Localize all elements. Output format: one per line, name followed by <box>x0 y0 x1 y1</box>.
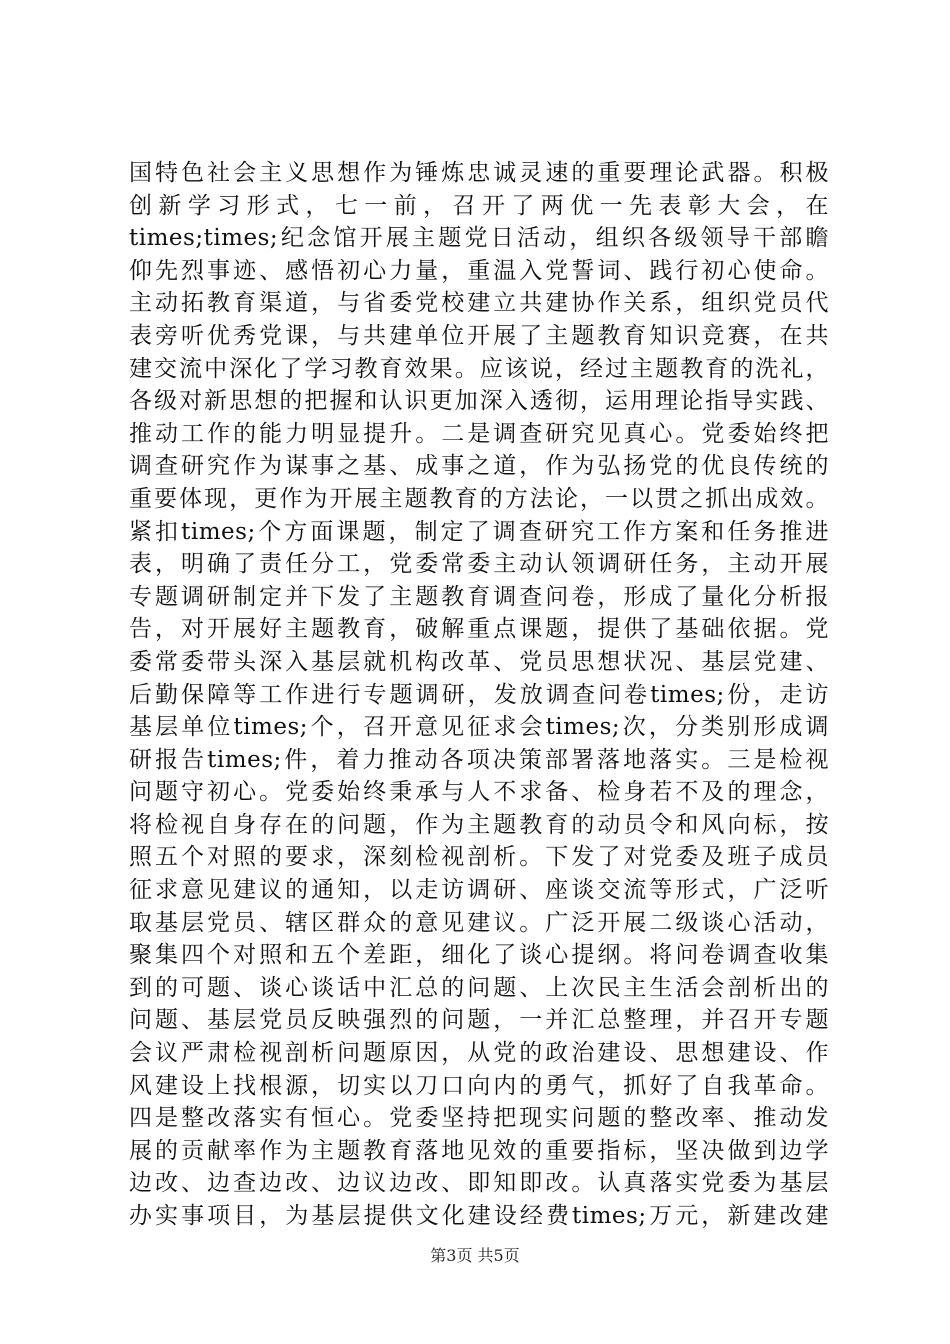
text-line: 到的可题、谈心谈话中汇总的问题、上次民主生活会剖析出的 <box>129 974 829 1001</box>
page-footer: 第3页 共5页 <box>430 1246 520 1265</box>
text-line: 建交流中深化了学习教育效果。应该说，经过主题教育的洗礼， <box>129 355 829 382</box>
text-line: 办实事项目，为基层提供文化建设经费times;万元，新建改建 <box>129 1203 829 1229</box>
text-line: 征求意见建议的通知，以走访调研、座谈交流等形式，广泛听 <box>129 877 829 904</box>
text-line: 表旁听优秀党课，与共建单位开展了主题教育知识竞赛，在共 <box>129 322 829 349</box>
text-line: 聚集四个对照和五个差距，细化了谈心提纲。将问卷调查收集 <box>129 942 829 969</box>
text-line: 边改、边查边改、边议边改、即知即改。认真落实党委为基层 <box>129 1170 829 1197</box>
text-line: 主动拓教育渠道，与省委党校建立共建协作关系，组织党员代 <box>129 290 829 317</box>
text-line: times;times;纪念馆开展主题党日活动，组织各级领导干部瞻 <box>129 225 829 252</box>
text-line: 照五个对照的要求，深刻检视剖析。下发了对党委及班子成员 <box>129 844 829 871</box>
text-line: 后勤保障等工作进行专题调研，发放调查问卷times;份，走访 <box>129 681 829 708</box>
text-line: 问题、基层党员反映强烈的问题，一并汇总整理，并召开专题 <box>129 1007 829 1034</box>
text-line: 重要体现，更作为开展主题教育的方法论，一以贯之抓出成效。 <box>129 485 829 512</box>
text-line: 推动工作的能力明显提升。二是调查研究见真心。党委始终把 <box>129 420 829 447</box>
text-line: 会议严肃检视剖析问题原因，从党的政治建设、思想建设、作 <box>129 1040 829 1067</box>
text-line: 表，明确了责任分工，党委常委主动认领调研任务，主动开展 <box>129 551 829 578</box>
text-line: 专题调研制定并下发了主题教育调查问卷，形成了量化分析报 <box>129 583 829 610</box>
text-line: 创新学习形式，七一前，召开了两优一先表彰大会，在 <box>129 192 829 219</box>
body-text <box>129 157 829 1233</box>
text-line: 展的贡献率作为主题教育落地见效的重要指标，坚决做到边学 <box>129 1137 829 1164</box>
text-line: 国特色社会主义思想作为锤炼忠诚灵速的重要理论武器。积极 <box>129 160 829 186</box>
text-line: 各级对新思想的把握和认识更加深入透彻，运用理论指导实践、 <box>129 388 829 415</box>
text-line: 仰先烈事迹、感悟初心力量，重温入党誓词、践行初心使命。 <box>129 257 829 284</box>
text-line: 风建设上找根源，切实以刀口向内的勇气，抓好了自我革命。 <box>129 1072 829 1099</box>
text-line: 告，对开展好主题教育，破解重点课题，提供了基础依据。党 <box>129 616 829 643</box>
text-line: 将检视自身存在的问题，作为主题教育的动员令和风向标，按 <box>129 811 829 838</box>
text-line: 调查研究作为谋事之基、成事之道，作为弘扬党的优良传统的 <box>129 453 829 480</box>
text-line: 基层单位times;个，召开意见征求会times;次，分类别形成调 <box>129 714 829 741</box>
text-line: 研报告times;件，着力推动各项决策部署落地落实。三是检视 <box>129 746 829 773</box>
text-line: 问题守初心。党委始终秉承与人不求备、检身若不及的理念， <box>129 779 829 806</box>
text-line: 委常委带头深入基层就机构改革、党员思想状况、基层党建、 <box>129 648 829 675</box>
text-line: 四是整改落实有恒心。党委坚持把现实问题的整改率、推动发 <box>129 1105 829 1132</box>
text-line: 取基层党员、辖区群众的意见建议。广泛开展二级谈心活动， <box>129 909 829 936</box>
text-line: 紧扣times;个方面课题，制定了调查研究工作方案和任务推进 <box>129 518 829 545</box>
